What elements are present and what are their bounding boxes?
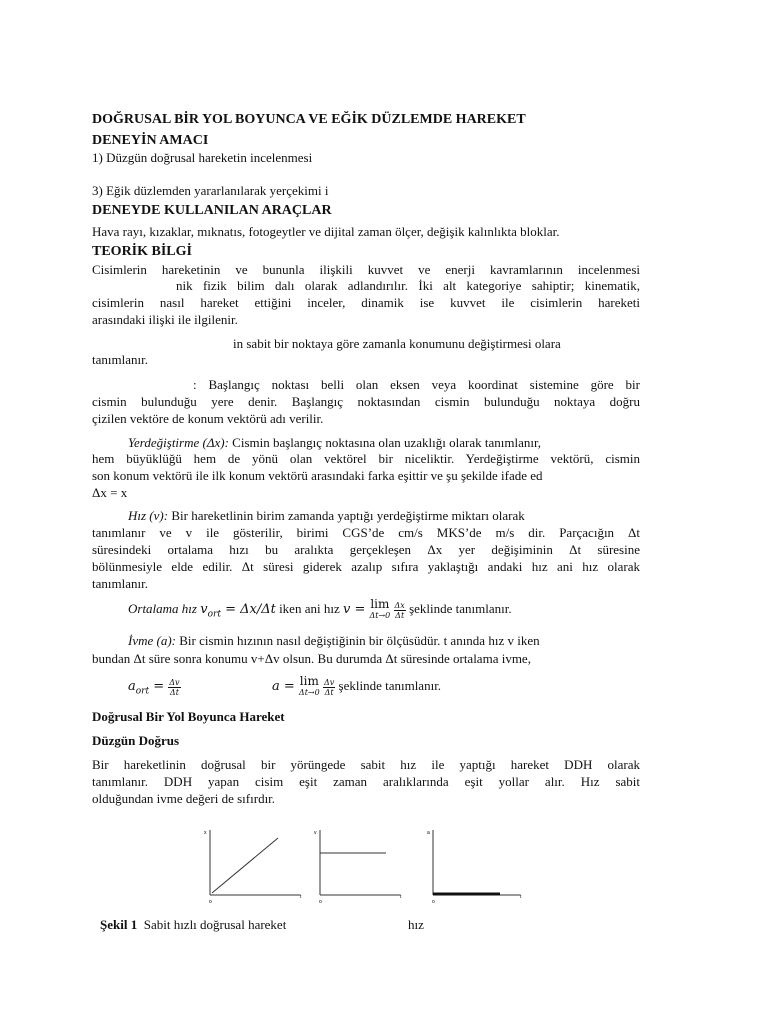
caption-trailing-text: hız <box>408 917 424 932</box>
paragraph-text: Cismin başlangıç noktasına olan uzaklığı olarak tanımlanır, <box>228 435 542 450</box>
equation-inst-accel: a = lim Δt→0 $\frac{\Delta v}{\Delta t}$ şeklinde tanımlanır. <box>272 674 442 698</box>
eq-label: Ortalama hız <box>128 601 197 616</box>
paragraph-text: Bir cismin hızının nasıl değiştiğinin bir ölçüsüdür. t anında hız v iken <box>176 633 540 648</box>
section-heading: Düzgün Doğrus <box>92 733 180 748</box>
fraction: $\frac{\Delta x}{\Delta t}$ <box>394 600 405 620</box>
paragraph-line: tanımlanır. DDH yapan cisim eşit zaman aralıklarında eşit yollar alır. Hız sabit <box>92 774 640 789</box>
theory-heading: TEORİK BİLGİ <box>92 244 192 259</box>
eq-v: v = <box>342 602 370 617</box>
eq-lhs: $v_{ort} = \Delta x/\Delta t$ <box>200 602 276 620</box>
eq-tail: şeklinde tanımlanır. <box>338 678 442 693</box>
paragraph-line: cismin bulunduğu yere denir. Başlangıç noktasından cismin bulunduğu noktaya doğru <box>92 394 640 409</box>
paragraph-line: süresindeki ortalama hızı bu aralıkta gerçekleşen Δx yer değişiminin Δt süresine <box>92 542 640 557</box>
term-displacement: Yerdeğiştirme (Δx): <box>128 435 229 450</box>
axis-label: o <box>432 899 435 905</box>
equation-velocity <box>128 598 512 626</box>
graph-acceleration-time <box>427 830 522 905</box>
aim-item: 3) Eğik düzlemden yararlanılarak yerçekimi i <box>92 183 329 198</box>
paragraph-line: tanımlanır ve v ile gösterilir, birimi CGS’de cm/s MKS’de m/s dir. Parçacığın Δt <box>92 525 640 540</box>
paragraph-line <box>128 508 640 524</box>
section-heading: Doğrusal Bir Yol Boyunca Hareket <box>92 709 285 724</box>
axis-label: a <box>427 830 430 836</box>
paragraph-line: Cisimlerin hareketinin ve bununla ilişkili kuvvet ve enerji kavramlarının incelenmesi <box>92 262 640 277</box>
limit: lim Δt→0 <box>369 597 391 621</box>
paragraph-line: Δx = x <box>92 485 128 500</box>
eq-middle: iken ani hız <box>279 601 340 616</box>
figure-graphs <box>195 820 535 908</box>
paragraph-line: olduğundan ivme değeri de sıfırdır. <box>92 791 276 806</box>
axis-label: o <box>209 899 212 905</box>
paragraph-line <box>128 633 640 649</box>
paragraph-line: tanımlanır. <box>92 576 148 591</box>
paragraph-line: bölünmesiyle elde edilir. Δt süresi giderek azalıp sıfıra yaklaştığı andaki hız ani hız olarak <box>92 559 640 574</box>
paragraph-line: son konum vektörü ile ilk konum vektörü arasındaki farka eşittir ve şu şekilde ifade ed <box>92 468 543 483</box>
caption-label: Şekil 1 <box>100 917 138 932</box>
figure-caption <box>100 917 286 933</box>
tools-text: Hava rayı, kızaklar, mıknatıs, fotogeytler ve dijital zaman ölçer, değişik kalınlıkta bloklar. <box>92 224 560 239</box>
document-title: DOĞRUSAL BİR YOL BOYUNCA VE EĞİK DÜZLEMDE HAREKET <box>92 112 526 127</box>
fraction: $\frac{\Delta v}{\Delta t}$ <box>323 677 335 697</box>
paragraph-line: tanımlanır. <box>92 352 148 367</box>
tools-heading: DENEYDE KULLANILAN ARAÇLAR <box>92 203 332 218</box>
position-line <box>212 838 278 893</box>
paragraph-line <box>128 435 640 451</box>
paragraph-line: çizilen vektöre de konum vektörü adı verilir. <box>92 411 324 426</box>
paragraph-line: : Başlangıç noktası belli olan eksen veya koordinat sistemine göre bir <box>193 377 640 392</box>
axis-label: o <box>319 899 322 905</box>
paragraph-text: Bir hareketlinin birim zamanda yaptığı yerdeğiştirme miktarı olarak <box>168 508 525 523</box>
limit: lim Δt→0 <box>298 674 320 698</box>
paragraph-line: arasındaki ilişki ile ilgilenir. <box>92 312 238 327</box>
axis-label: t <box>520 894 522 900</box>
paragraph-line: bundan Δt süre sonra konumu v+Δv olsun. Bu durumda Δt süresinde ortalama ivme, <box>92 651 531 666</box>
paragraph-line: hem büyüklüğü hem de yönü olan vektörel bir niceliktir. Yerdeğiştirme vektörü, cismin <box>92 451 640 466</box>
aim-item: 1) Düzgün doğrusal hareketin incelenmesi <box>92 150 313 165</box>
axis-label: v <box>314 830 317 836</box>
paragraph-line: in sabit bir noktaya göre zamanla konumunu değiştirmesi olara <box>233 336 561 351</box>
graph-position-time <box>204 830 302 905</box>
paragraph-line: Bir hareketlinin doğrusal bir yörüngede sabit hız ile yaptığı hareket DDH olarak <box>92 757 640 772</box>
graph-velocity-time <box>314 830 402 905</box>
caption-text: Sabit hızlı doğrusal hareket <box>143 917 287 932</box>
axis-label: t <box>300 894 302 900</box>
axis-label: t <box>400 894 402 900</box>
eq-tail: şeklinde tanımlanır. <box>409 601 512 616</box>
axis-label: x <box>204 830 207 836</box>
aim-heading: DENEYİN AMACI <box>92 133 209 148</box>
equation-avg-accel: $a_{ort}$ = $\frac{\Delta v}{\Delta t}$ <box>128 677 180 697</box>
paragraph-line: nik fizik bilim dalı olarak adlandırılır. İki alt kategoriye sahiptir; kinematik, <box>176 278 640 293</box>
term-velocity: Hız (v): <box>128 508 169 523</box>
term-acceleration: İvme (a): <box>128 633 176 648</box>
fraction: $\frac{\Delta v}{\Delta t}$ <box>169 677 180 697</box>
paragraph-line: cisimlerin nasıl hareket ettiğini inceler, dinamik ise kuvvet ile cisimlerin hareketi <box>92 295 640 310</box>
